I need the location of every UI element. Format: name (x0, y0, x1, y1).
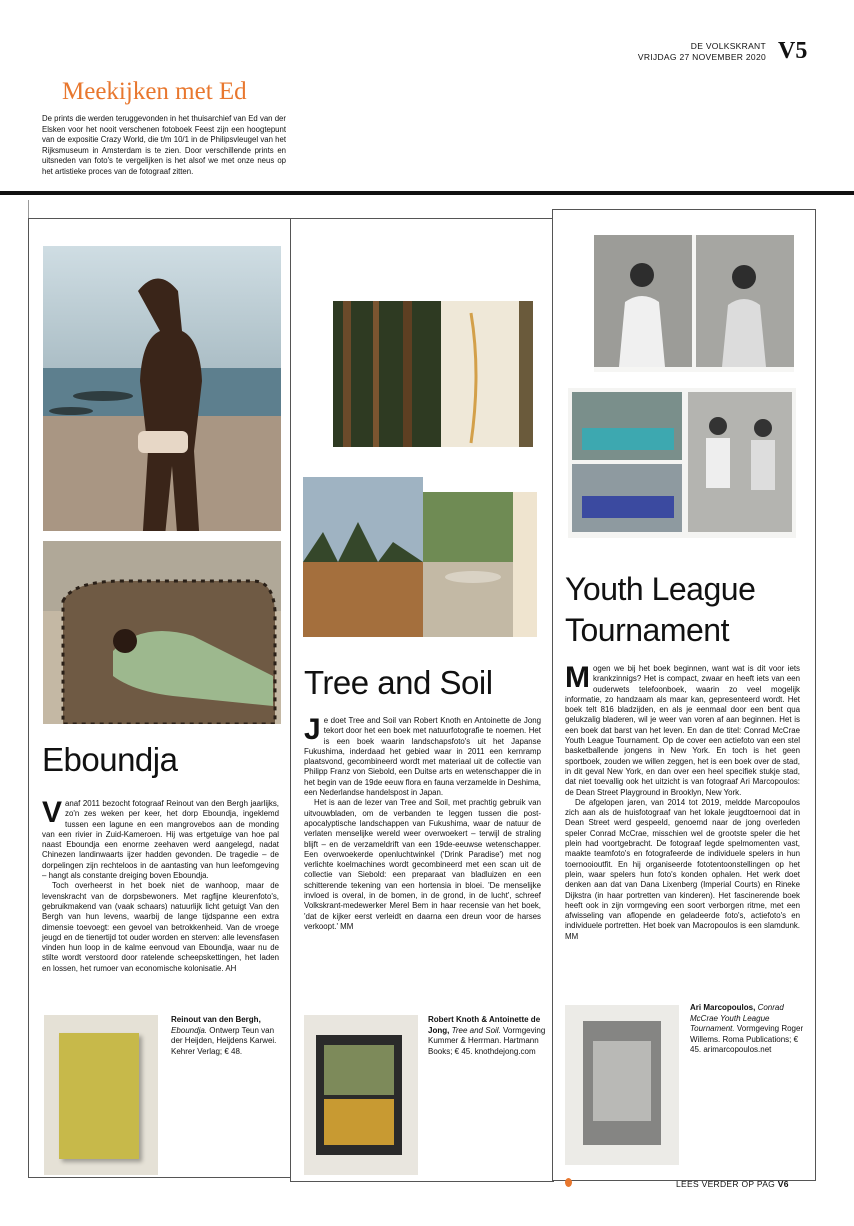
section-rule (0, 191, 854, 195)
credit-title: Eboundja. (171, 1025, 208, 1035)
intro-text: De prints die werden teruggevonden in het thuisarchief van Ed van der Elsken voor het nooit verschenen fotoboek Feest zijn een hoogtepunt van de expositie Crazy World, die t/m 10/1 in de Philipsvleugel van het Rijksmuseum in Amsterdam is te zien. Door verschillende prints en uitsneden van foto's te vergelijken is het alsof we met onze neus op het artistieke proces van de fotograaf zitten. (42, 114, 286, 176)
photo-forest-book (303, 283, 541, 457)
paragraph: Toch overheerst in het boek niet de wanhoop, maar de levenskracht van de dorpsbewoners. Met ragfijne kleurenfoto's, gebruikmakend van (vaak schaars) natuurlijk licht getuigt Van den Bergh van hun levens, waarbij de lange tijdspanne een extra dimensie toevoegt: een gevoel van betrokkenheid. Van de vroege jeugd en de tienertijd tot ouder worden en sterven: alle levensfasen vinden hun loop in de kalme eenvoud van Eboundja, waar nu de stilte wordt verstoord door ratelende scheepskettingen, het laden en lossen, het rumoer van economische kolonisatie. AH (42, 881, 279, 973)
credit-author: Robert Knoth & Antoinette de Jong, (428, 1015, 541, 1035)
kicker-title: Meekijken met Ed (62, 78, 247, 105)
paragraph: anaf 2011 bezocht fotograaf Reinout van den Bergh jaarlijks, zo'n zes weken per keer, het dorp Eboundja, ingeklemd tussen een lagune en een mangrovebos aan de monding van een rivier in Zuid-Kameroen. Hij was ertgetuige van hoe pal naast Eboundja een enorme zeehaven werd aangelegd, nadat Chinezen landinwaarts ijzer hadden gevonden. De tragedie – de dorpelingen zijn rechteloos in de aantasting van hun leefomgeving – hangt als constante dreiging boven Eboundja. (42, 799, 279, 881)
column-divider (28, 200, 29, 218)
credit-details: Ontwerp Teun van der Heijden, Heijdens Karwei. Kehrer Verlag; € 48. (171, 1025, 277, 1056)
photo-teams-book (568, 388, 796, 538)
credit-title: Tree and Soil. (451, 1025, 501, 1035)
photo-woman-sofa (43, 541, 281, 724)
page-number: V5 (778, 38, 808, 64)
book-credit-eboundja (171, 1015, 283, 1057)
photo-landscape-book (303, 472, 541, 642)
article-body-tree (304, 713, 541, 932)
continue-note (676, 1179, 789, 1189)
book-cover-tree (304, 1015, 418, 1175)
headline-eboundja: Eboundja (42, 741, 178, 778)
credit-title: Conrad McCrae Youth League Tournament. (690, 1003, 784, 1033)
book-credit-tree (428, 1015, 546, 1057)
headline-tree: Tree and Soil (304, 664, 493, 701)
headline-youth-line2: Tournament (565, 612, 729, 648)
credit-author: Reinout van den Bergh, (171, 1015, 261, 1024)
paragraph: e doet Tree and Soil van Robert Knoth en Antoinette de Jong tekort door het een boek met natuurfotografie te noemen. Het is een boek waarin landschapsfoto's uit het Japanse Fukushima, inderdaad het gebied waar in 2011 een kernramp plaatsvond, gecombineerd wordt met materiaal uit de collectie van Philipp Franz von Siebold, een Duitse arts en wetenschapper die in het begin van de 19de eeuw flora en fauna verzamelde in Deshima, een Nederlandse handelspost in Japan. (304, 716, 541, 798)
continue-page: V6 (777, 1179, 789, 1189)
drop-cap: M (565, 661, 590, 694)
book-cover-youth (565, 1005, 679, 1165)
headline-youth-line1: Youth League (565, 571, 756, 607)
issue-date: VRIJDAG 27 NOVEMBER 2020 (637, 52, 766, 62)
drop-cap: V (42, 796, 63, 829)
book-credit-youth (690, 1003, 805, 1056)
credit-author: Ari Marcopoulos, (690, 1003, 756, 1012)
continue-label: LEES VERDER OP PAG (676, 1179, 776, 1189)
credit-details: Vormgeving Kummer & Herrman. Hartmann Books; € 45. knothdejong.com (428, 1025, 546, 1056)
newspaper-name: DE VOLKSKRANT (690, 41, 766, 51)
paragraph: De afgelopen jaren, van 2014 tot 2019, meldde Marcopoulos zich aan als de huisfotograaf van het lokale jeugdtoernooi dat in Dean Street werd gespeeld, genoemd naar de jong overleden speler Conrad McCrae, misschien wel de grootste speler die het plein had voortgebracht. De fotograaf legde spelmomenten vast, maakte teamfoto's en fotografeerde de individuele spelers in hun toernooioutfit. En hij organiseerde fototentoonstellingen op het plein, waar spelers hun foto's konden ophalen. Het werk doet denken aan dat van Dana Lixenberg (Imperial Courts) en Rineke Dijkstra (in haar portretten van kinderen). Het fascinerende boek heeft ook in zijn vormgeving een soort verborgen ritme, met een afwisseling van aflopende en geladeerde foto's, actiefoto's en individuele portretten. Het boek van Macropoulos is een slamdunk. MM (565, 797, 800, 941)
footer-marker-icon (565, 1178, 572, 1187)
credit-details: Vormgeving Roger Willems. Roma Publications; € 45. arimarcopoulos.net (690, 1024, 804, 1054)
book-cover-eboundja (44, 1015, 158, 1175)
drop-cap: J (304, 713, 321, 746)
paragraph: ogen we bij het boek beginnen, want wat is dit voor iets krankzinnigs? Het is compact, zwaar en heeft iets van een ouderwets telefoonboek, waarin zo veel mogelijk informatie, zo handzaam als maar kan, gepresenteerd wordt. Het boek telt 816 bladzijden, en als je eenmaal door een bent qua gelukzalig bladeren, wil je weer van voren af aan beginnen. Het is een boek dat barst van het leven. En dan de titel: Conrad McCrae Youth League Tournament. Op de cover een actiefoto van een stel basketballende jongens in New York. En toch is het geen sportboek, zouden we willen zeggen, het is een boek over de stad, in dit geval New York, en dan over een heel specifiek stukje stad, dat niet toevallig ook het uitzicht is van fotograaf Ari Marcopoulos: de Dean Street Playground in Brooklyn, New York. (565, 664, 800, 797)
article-body-eboundja (42, 796, 279, 974)
photo-portraits-book (594, 235, 794, 372)
paragraph: Het is aan de lezer van Tree and Soil, met prachtig gebruik van uitvouwbladen, om de verbanden te leggen tussen die post-apocalyptische landschappen van Fukushima, waar de natuur de verlaten menselijke wereld weer overwoekert – terwijl de straling blijft – en de verzameldrift van een 19de-eeuwse wetenschapper. Een overwoekerde openluchtwinkel ('Drink Paradise') met nog verlichte koelmachines wordt gecombineerd met een scan uit de collectie van Siebold: een preparaat van bladluizen en een schitterende tekening van een hortensia in bloei. 'De menselijke invloed is overal, in de bomen, in de grond, in de lucht', schreef Volkskrant-medewerker Merel Bem in haar recensie van het boek, 'dat de kijker eerst verleidt en daarna een dreun voor de harses verkoopt.' MM (304, 798, 541, 931)
photo-man-beach (43, 246, 281, 531)
article-body-youth (565, 661, 800, 942)
